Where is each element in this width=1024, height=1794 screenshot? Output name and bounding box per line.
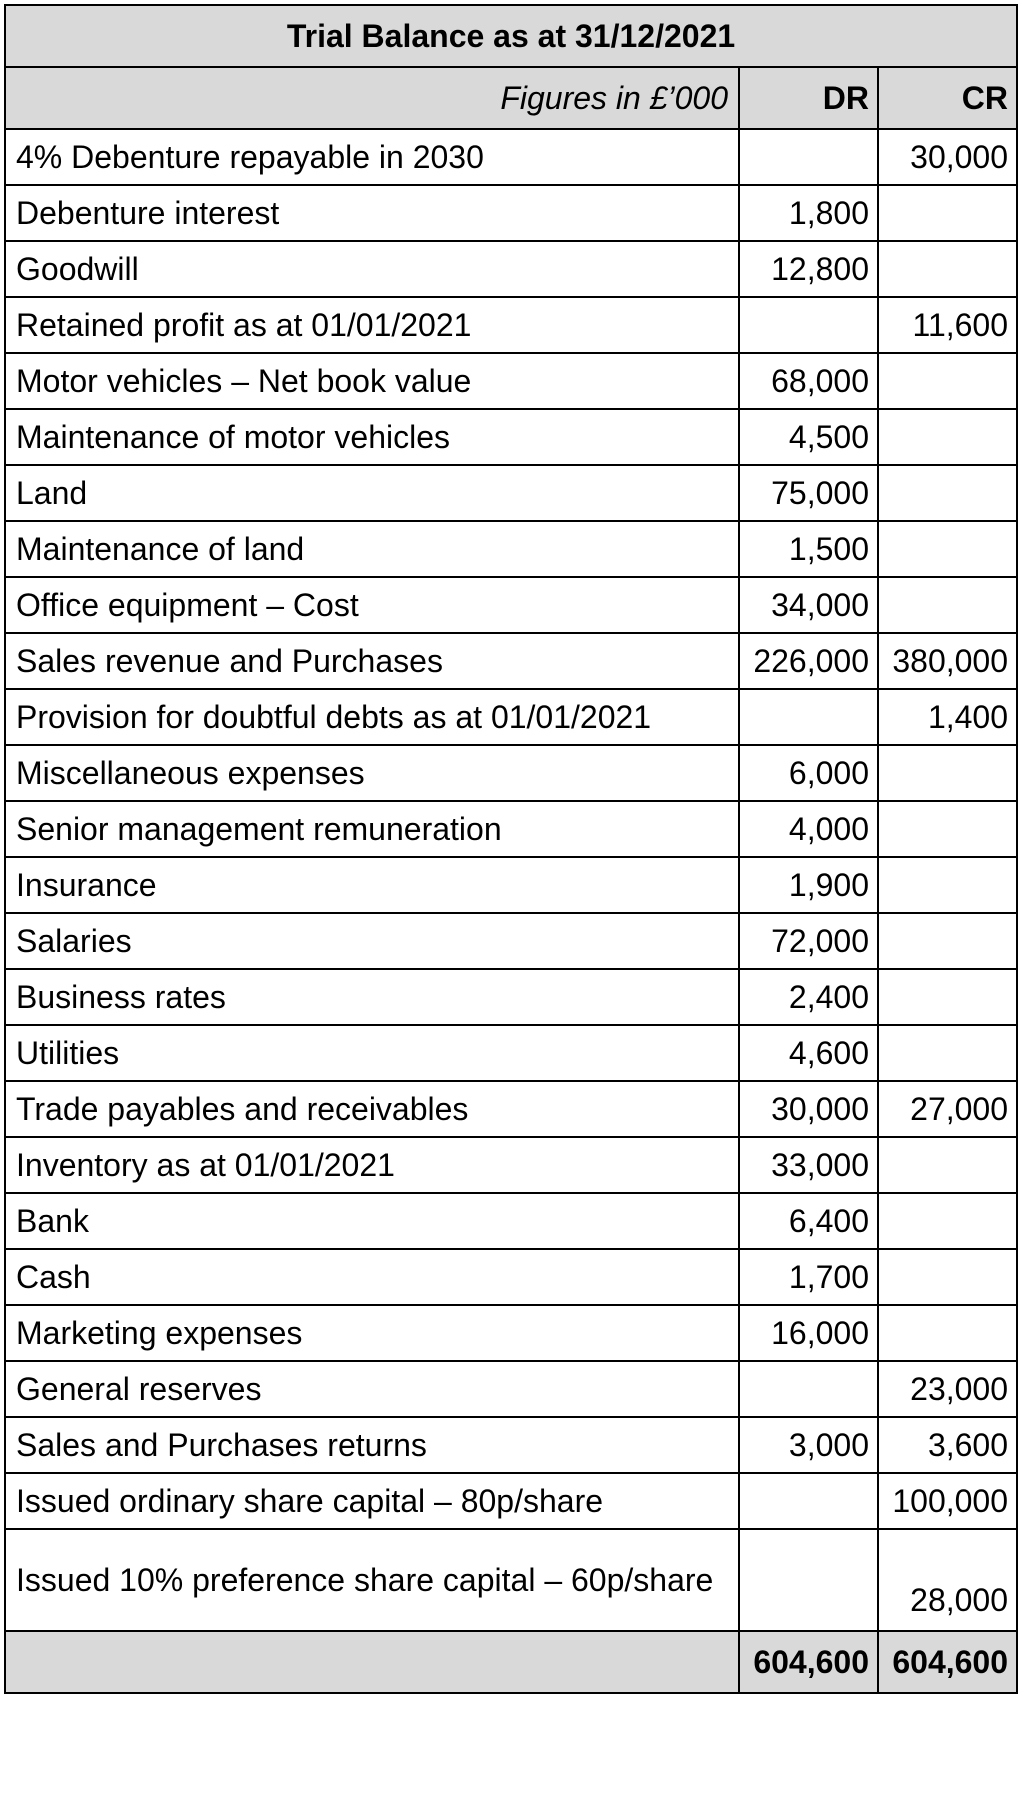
- dr-value: 4,000: [739, 801, 878, 857]
- table-row: [5, 633, 1017, 689]
- row-label: Motor vehicles – Net book value: [5, 353, 739, 409]
- table-row: [5, 185, 1017, 241]
- row-label: Senior management remuneration: [5, 801, 739, 857]
- cr-value: 27,000: [878, 1081, 1017, 1137]
- dr-value: 6,000: [739, 745, 878, 801]
- row-label: Business rates: [5, 969, 739, 1025]
- row-label: Cash: [5, 1249, 739, 1305]
- row-label: Land: [5, 465, 739, 521]
- trial-balance-table: [4, 4, 1018, 1694]
- table-row: [5, 241, 1017, 297]
- table-row: [5, 913, 1017, 969]
- cr-header: CR: [878, 67, 1017, 129]
- row-label: Retained profit as at 01/01/2021: [5, 297, 739, 353]
- dr-value: 1,800: [739, 185, 878, 241]
- row-label: Trade payables and receivables: [5, 1081, 739, 1137]
- dr-value: 4,600: [739, 1025, 878, 1081]
- row-label: 4% Debenture repayable in 2030: [5, 129, 739, 185]
- cr-value: [878, 577, 1017, 633]
- row-label: Debenture interest: [5, 185, 739, 241]
- cr-value: 380,000: [878, 633, 1017, 689]
- dr-value: 72,000: [739, 913, 878, 969]
- dr-value: 33,000: [739, 1137, 878, 1193]
- table-row: [5, 297, 1017, 353]
- table-row: [5, 409, 1017, 465]
- cr-value: [878, 1305, 1017, 1361]
- table-row: [5, 1249, 1017, 1305]
- row-label: Office equipment – Cost: [5, 577, 739, 633]
- cr-value: [878, 1025, 1017, 1081]
- dr-value: [739, 1473, 878, 1529]
- cr-value: 1,400: [878, 689, 1017, 745]
- cr-value: [878, 185, 1017, 241]
- dr-total: 604,600: [739, 1631, 878, 1693]
- table-row: [5, 689, 1017, 745]
- cr-value: 30,000: [878, 129, 1017, 185]
- cr-total: 604,600: [878, 1631, 1017, 1693]
- row-label: Issued 10% preference share capital – 60p/share: [5, 1529, 739, 1631]
- cr-value: [878, 1137, 1017, 1193]
- row-label: Sales and Purchases returns: [5, 1417, 739, 1473]
- table-row: [5, 1529, 1017, 1631]
- row-label: Insurance: [5, 857, 739, 913]
- table-row: [5, 1361, 1017, 1417]
- table-row: [5, 1025, 1017, 1081]
- dr-value: 3,000: [739, 1417, 878, 1473]
- cr-value: [878, 409, 1017, 465]
- row-label: Bank: [5, 1193, 739, 1249]
- table-row: [5, 857, 1017, 913]
- table-row: [5, 1193, 1017, 1249]
- cr-value: [878, 1193, 1017, 1249]
- dr-value: 6,400: [739, 1193, 878, 1249]
- cr-value: 100,000: [878, 1473, 1017, 1529]
- cr-value: [878, 969, 1017, 1025]
- dr-value: 2,400: [739, 969, 878, 1025]
- dr-value: [739, 1361, 878, 1417]
- table-row: [5, 1081, 1017, 1137]
- dr-header: DR: [739, 67, 878, 129]
- units-label: Figures in £’000: [5, 67, 739, 129]
- row-label: Salaries: [5, 913, 739, 969]
- cr-value: [878, 745, 1017, 801]
- dr-value: 12,800: [739, 241, 878, 297]
- dr-value: 1,500: [739, 521, 878, 577]
- table-row: [5, 1137, 1017, 1193]
- table-row: [5, 1473, 1017, 1529]
- row-label: Issued ordinary share capital – 80p/share: [5, 1473, 739, 1529]
- table-row: [5, 1305, 1017, 1361]
- cr-value: [878, 801, 1017, 857]
- cr-value: [878, 241, 1017, 297]
- row-label: Utilities: [5, 1025, 739, 1081]
- dr-value: 75,000: [739, 465, 878, 521]
- table-row: [5, 353, 1017, 409]
- table-row: [5, 969, 1017, 1025]
- dr-value: [739, 297, 878, 353]
- row-label: Maintenance of motor vehicles: [5, 409, 739, 465]
- header-row: [5, 67, 1017, 129]
- row-label: Maintenance of land: [5, 521, 739, 577]
- table-title: Trial Balance as at 31/12/2021: [5, 5, 1017, 67]
- row-label: Inventory as at 01/01/2021: [5, 1137, 739, 1193]
- dr-value: [739, 1529, 878, 1631]
- table-row: [5, 465, 1017, 521]
- dr-value: 30,000: [739, 1081, 878, 1137]
- cr-value: [878, 521, 1017, 577]
- table-row: [5, 745, 1017, 801]
- row-label: Marketing expenses: [5, 1305, 739, 1361]
- table-row: [5, 129, 1017, 185]
- dr-value: [739, 689, 878, 745]
- cr-value: [878, 353, 1017, 409]
- dr-value: 226,000: [739, 633, 878, 689]
- cr-value: 28,000: [878, 1529, 1017, 1631]
- dr-value: [739, 129, 878, 185]
- totals-row: [5, 1631, 1017, 1693]
- cr-value: 11,600: [878, 297, 1017, 353]
- dr-value: 68,000: [739, 353, 878, 409]
- table-row: [5, 521, 1017, 577]
- cr-value: [878, 913, 1017, 969]
- dr-value: 1,700: [739, 1249, 878, 1305]
- row-label: Sales revenue and Purchases: [5, 633, 739, 689]
- row-label: General reserves: [5, 1361, 739, 1417]
- totals-label-cell: [5, 1631, 739, 1693]
- dr-value: 1,900: [739, 857, 878, 913]
- row-label: Miscellaneous expenses: [5, 745, 739, 801]
- cr-value: [878, 857, 1017, 913]
- cr-value: [878, 1249, 1017, 1305]
- row-label: Goodwill: [5, 241, 739, 297]
- dr-value: 4,500: [739, 409, 878, 465]
- trial-balance-container: [4, 4, 1018, 1694]
- table-row: [5, 577, 1017, 633]
- row-label: Provision for doubtful debts as at 01/01/2021: [5, 689, 739, 745]
- cr-value: 3,600: [878, 1417, 1017, 1473]
- table-row: [5, 1417, 1017, 1473]
- dr-value: 34,000: [739, 577, 878, 633]
- dr-value: 16,000: [739, 1305, 878, 1361]
- cr-value: 23,000: [878, 1361, 1017, 1417]
- table-row: [5, 801, 1017, 857]
- title-row: [5, 5, 1017, 67]
- cr-value: [878, 465, 1017, 521]
